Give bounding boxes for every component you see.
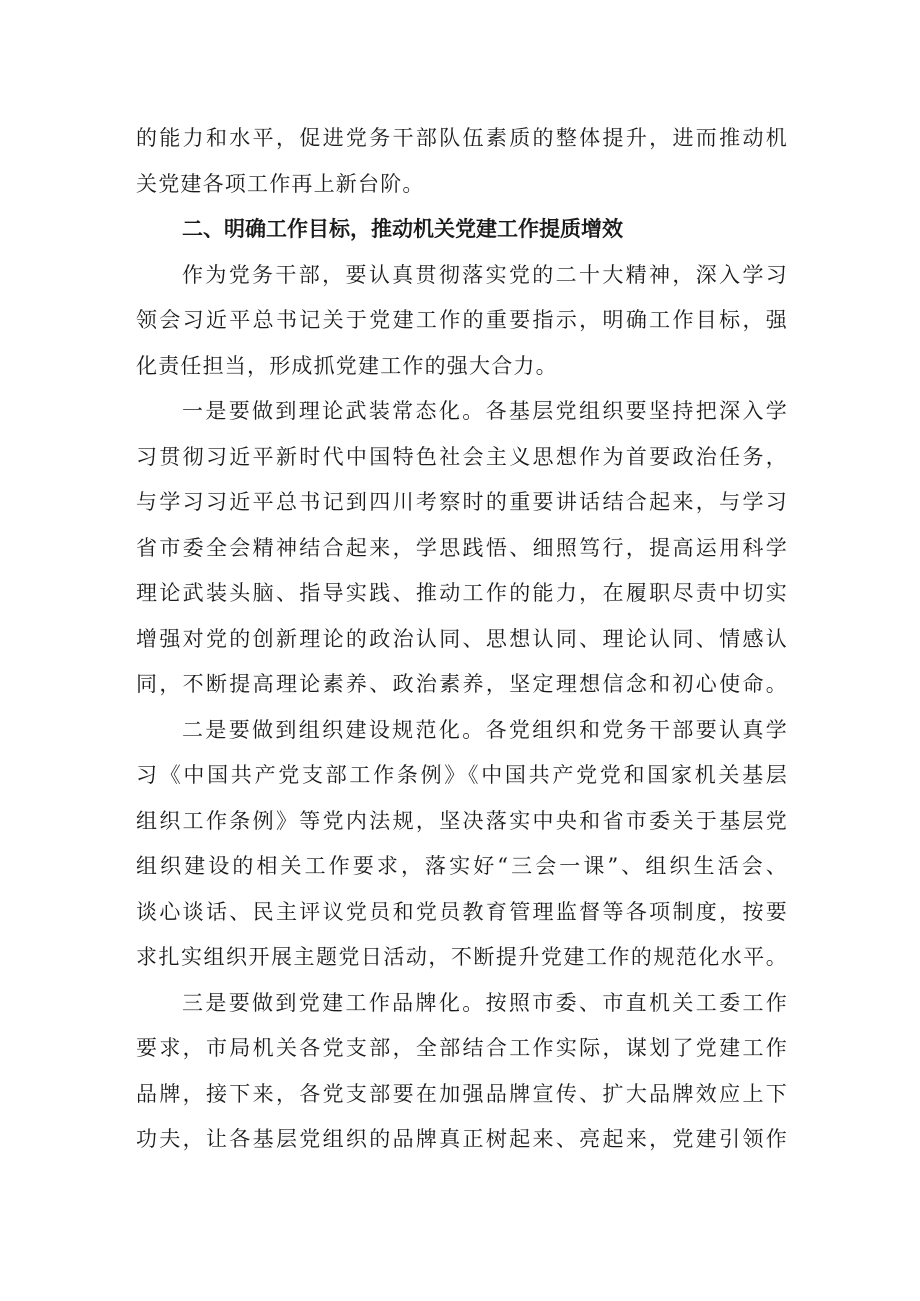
text-line: 谈心谈话、民主评议党员和党员教育管理监督等各项制度，按要 — [136, 899, 788, 924]
text-line: 化责任担当，形成抓党建工作的强大合力。 — [136, 353, 558, 378]
text-line: 领会习近平总书记关于党建工作的重要指示，明确工作目标，强 — [136, 308, 788, 332]
text-line: 组织工作条例》等党内法规，坚决落实中央和省市委关于基层党 — [136, 808, 788, 833]
text-line: 二是要做到组织建设规范化。各党组织和党务干部要认真学 — [182, 717, 788, 742]
text-line: 习贯彻习近平新时代中国特色社会主义思想作为首要政治任务， — [136, 444, 788, 469]
text-line: 习《中国共产党支部工作条例》《中国共产党党和国家机关基层 — [136, 763, 788, 787]
text-line: 一是要做到理论武装常态化。各基层党组织要坚持把深入学 — [182, 399, 788, 423]
text-line: 组织建设的相关工作要求，落实好“三会一课”、组织生活会、 — [136, 854, 788, 878]
text-line: 同，不断提高理论素养、政治素养，坚定理想信念和初心使命。 — [136, 672, 788, 696]
text-line: 增强对党的创新理论的政治认同、思想认同、理论认同、情感认 — [136, 626, 788, 651]
text-line: 功夫，让各基层党组织的品牌真正树起来、亮起来，党建引领作 — [136, 1127, 788, 1151]
text-line: 与学习习近平总书记到四川考察时的重要讲话结合起来，与学习 — [136, 490, 788, 514]
text-line: 关党建各项工作再上新台阶。 — [136, 171, 425, 196]
text-line: 理论武装头脑、指导实践、推动工作的能力，在履职尽责中切实 — [136, 581, 788, 605]
document-body — [136, 116, 788, 1163]
text-line: 省市委全会精神结合起来，学思践悟、细照笃行，提高运用科学 — [136, 535, 788, 560]
text-line: 作为党务干部，要认真贯彻落实党的二十大精神，深入学习 — [182, 262, 788, 287]
text-line: 品牌，接下来，各党支部要在加强品牌宣传、扩大品牌效应上下 — [136, 1081, 788, 1106]
text-line: 要求，市局机关各党支部，全部结合工作实际，谋划了党建工作 — [136, 1036, 788, 1060]
section-heading: 二、明确工作目标，推动机关党建工作提质增效 — [182, 217, 623, 241]
text-line: 三是要做到党建工作品牌化。按照市委、市直机关工委工作 — [182, 990, 788, 1015]
text-line: 求扎实组织开展主题党日活动，不断提升党建工作的规范化水平。 — [136, 945, 788, 969]
text-line: 的能力和水平，促进党务干部队伍素质的整体提升，进而推动机 — [136, 126, 788, 150]
